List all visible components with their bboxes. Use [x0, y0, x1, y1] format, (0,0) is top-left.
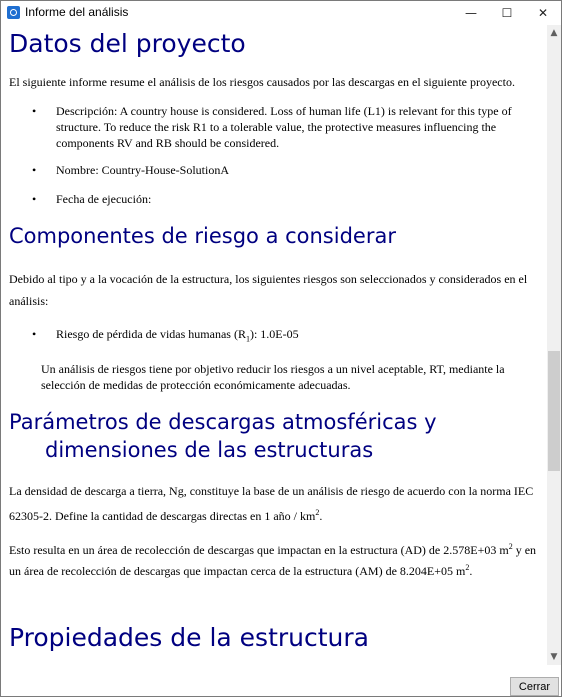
bullet-icon: •	[32, 192, 37, 206]
heading-project-data: Datos del proyecto	[9, 29, 246, 58]
heading-structure-properties: Propiedades de la estructura	[9, 623, 369, 652]
risk-value: ): 1.0E-05	[249, 327, 299, 341]
list-item-risk-r1	[32, 326, 536, 347]
area-paragraph	[9, 538, 541, 580]
bullet-icon: •	[32, 104, 37, 118]
area-superscript-2: 2	[465, 563, 470, 572]
vertical-scrollbar[interactable]	[547, 25, 561, 665]
close-button[interactable]: Cerrar	[510, 677, 559, 696]
density-superscript: 2	[315, 508, 320, 517]
bullet-icon: •	[32, 327, 37, 341]
execution-date-text: Fecha de ejecución:	[56, 192, 152, 206]
density-end: .	[319, 509, 323, 523]
density-paragraph	[9, 481, 541, 527]
risk-label: Riesgo de pérdida de vidas humanas (R	[56, 327, 246, 341]
report-content	[1, 25, 547, 665]
area-end: .	[469, 564, 473, 578]
maximize-button[interactable]: ☐	[501, 6, 513, 20]
components-intro-paragraph: Debido al tipo y a la vocación de la estructura, los siguientes riesgos son seleccionados y considerados en el análisis:	[9, 272, 528, 308]
dialog-footer	[1, 665, 561, 696]
close-window-button[interactable]: ✕	[537, 6, 549, 20]
heading-parameters-line1: Parámetros de descargas atmosféricas y	[9, 410, 437, 434]
list-item-date	[32, 191, 536, 207]
scroll-thumb[interactable]	[548, 351, 560, 471]
intro-paragraph: El siguiente informe resume el análisis de los riesgos causados por las descargas en el siguiente proyecto.	[9, 75, 515, 89]
scroll-down-icon[interactable]: ▼	[550, 652, 558, 662]
scroll-up-icon[interactable]: ▲	[550, 28, 558, 38]
risk-note-paragraph: Un análisis de riesgos tiene por objetivo reducir los riesgos a un nivel aceptable, RT, mediante la selección de medidas de protección económicamente adecuadas.	[41, 362, 505, 392]
minimize-button[interactable]: —	[465, 6, 477, 20]
area-superscript-1: 2	[508, 542, 513, 551]
heading-risk-components: Componentes de riesgo a considerar	[9, 224, 396, 248]
list-item-name	[32, 162, 536, 178]
title-bar	[1, 1, 561, 25]
app-icon	[7, 6, 20, 19]
list-item-description	[32, 103, 536, 151]
project-name-text: Nombre: Country-House-SolutionA	[56, 163, 229, 177]
window-title: Informe del análisis	[25, 5, 129, 19]
risk-subscript: 1	[245, 334, 250, 344]
description-text: Descripción: A country house is considered. Loss of human life (L1) is relevant for this type of structure. To reduce the risk R1 to a tolerable value, the protective measures influencing the components RV and RB should be considered.	[56, 104, 512, 150]
area-text-2: y en un área de recolección de descargas que impactan cerca de la estructura (AM) de 8.204E+05 m	[9, 543, 537, 578]
density-text: La densidad de descarga a tierra, Ng, constituye la base de un análisis de riesgo de acuerdo con la norma IEC 62305-2. Define la cantidad de descargas directas en 1 año / km	[9, 484, 534, 523]
area-text-1: Esto resulta en un área de recolección de descargas que impactan en la estructura (AD) de 2.578E+03 m	[9, 543, 509, 557]
bullet-icon: •	[32, 163, 37, 177]
heading-parameters-line2: dimensiones de las estructuras	[45, 438, 374, 462]
